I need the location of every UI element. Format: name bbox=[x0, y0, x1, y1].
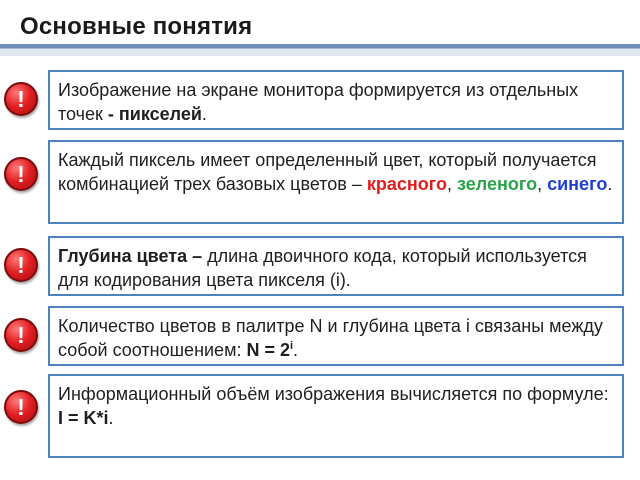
item-text: Каждый пиксель имеет определенный цвет, который получается комбинацией трех базовых цветов – bbox=[58, 150, 597, 194]
info-box-colors bbox=[48, 140, 624, 224]
item-bold-text: Глубина цвета – bbox=[58, 246, 203, 266]
item-bold-text: - пикселей bbox=[107, 104, 202, 124]
exclamation-icon: ! bbox=[4, 318, 38, 352]
info-box-pixels bbox=[48, 70, 624, 130]
formula-text: N = 2 bbox=[246, 340, 290, 360]
comma: , bbox=[447, 174, 458, 194]
title-divider bbox=[0, 44, 640, 56]
formula-text: I = K*i bbox=[58, 408, 109, 428]
exclamation-icon: ! bbox=[4, 82, 38, 116]
item-text: Информационный объём изображения вычисляется по формуле: bbox=[58, 384, 609, 404]
exclamation-icon: ! bbox=[4, 157, 38, 191]
item-text: длина двоичного кода, который используется для кодирования цвета пикселя (i). bbox=[58, 246, 587, 290]
red-word: красного bbox=[366, 174, 448, 194]
info-box-depth bbox=[48, 236, 624, 296]
comma: , bbox=[537, 174, 548, 194]
info-box-formula-n bbox=[48, 306, 624, 366]
item-text: Количество цветов в палитре N и глубина цвета i связаны между собой соотношением: bbox=[58, 316, 603, 360]
item-text-end: . bbox=[108, 408, 114, 428]
item-text-end: . bbox=[607, 174, 613, 194]
green-word: зеленого bbox=[457, 174, 538, 194]
exclamation-icon: ! bbox=[4, 248, 38, 282]
info-box-volume bbox=[48, 374, 624, 458]
blue-word: синего bbox=[547, 174, 608, 194]
exclamation-icon: ! bbox=[4, 390, 38, 424]
page-title: Основные понятия bbox=[20, 13, 253, 40]
item-text: Изображение на экране монитора формируется из отдельных точек bbox=[58, 80, 579, 124]
formula-superscript: i bbox=[289, 340, 294, 352]
item-text-end: . bbox=[201, 104, 207, 124]
item-text-end: . bbox=[293, 340, 299, 360]
